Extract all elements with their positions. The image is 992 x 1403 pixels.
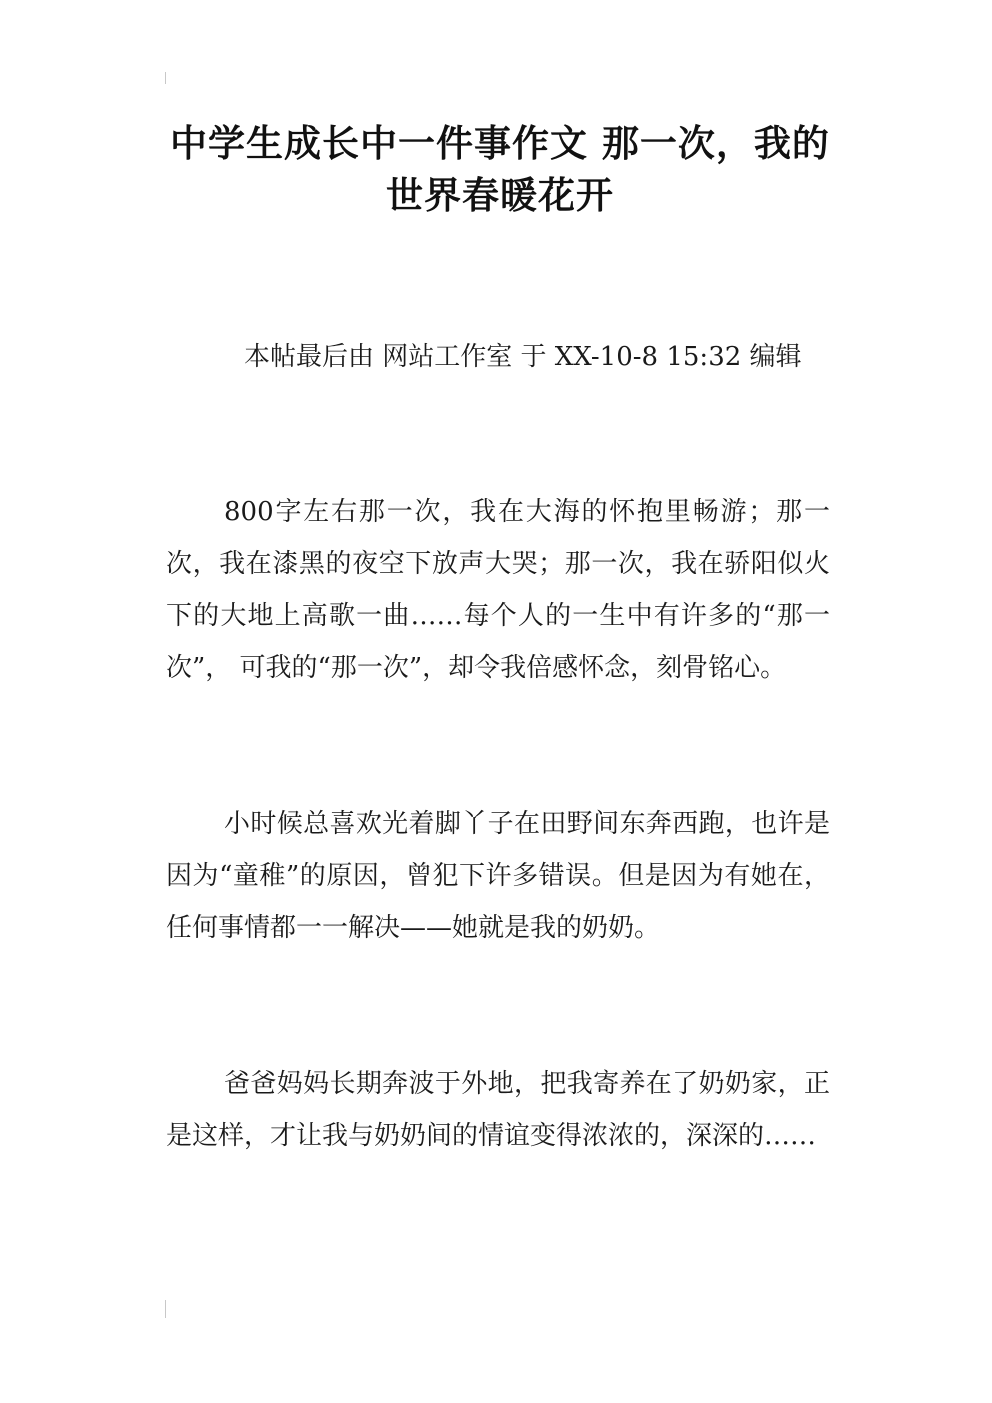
- paragraph-2: 小时候总喜欢光着脚丫子在田野间东奔西跑，也许是因为“童稚”的原因，曾犯下许多错误。但是因为有她在，任何事情都一一解决——她就是我的奶奶。: [166, 809, 830, 943]
- document-title: 中学生成长中一件事作文 那一次，我的世界春暖花开: [170, 122, 830, 217]
- paragraph-3: 爸爸妈妈长期奔波于外地，把我寄养在了奶奶家，正是这样，才让我与奶奶间的情谊变得浓浓的，深深的……: [166, 1069, 830, 1151]
- edit-meta-line: 本帖最后由 网站工作室 于 XX-10-8 15:32 编辑: [244, 342, 802, 372]
- page-corner-mark-top: [165, 72, 166, 84]
- paragraph-1: 800字左右那一次，我在大海的怀抱里畅游；那一次，我在漆黑的夜空下放声大哭；那一次，我在骄阳似火下的大地上高歌一曲……每个人的一生中有许多的“那一次”， 可我的“那一次”，却令我倍感怀念，刻骨铭心。: [166, 497, 830, 683]
- page-corner-mark-bottom: [165, 1300, 166, 1318]
